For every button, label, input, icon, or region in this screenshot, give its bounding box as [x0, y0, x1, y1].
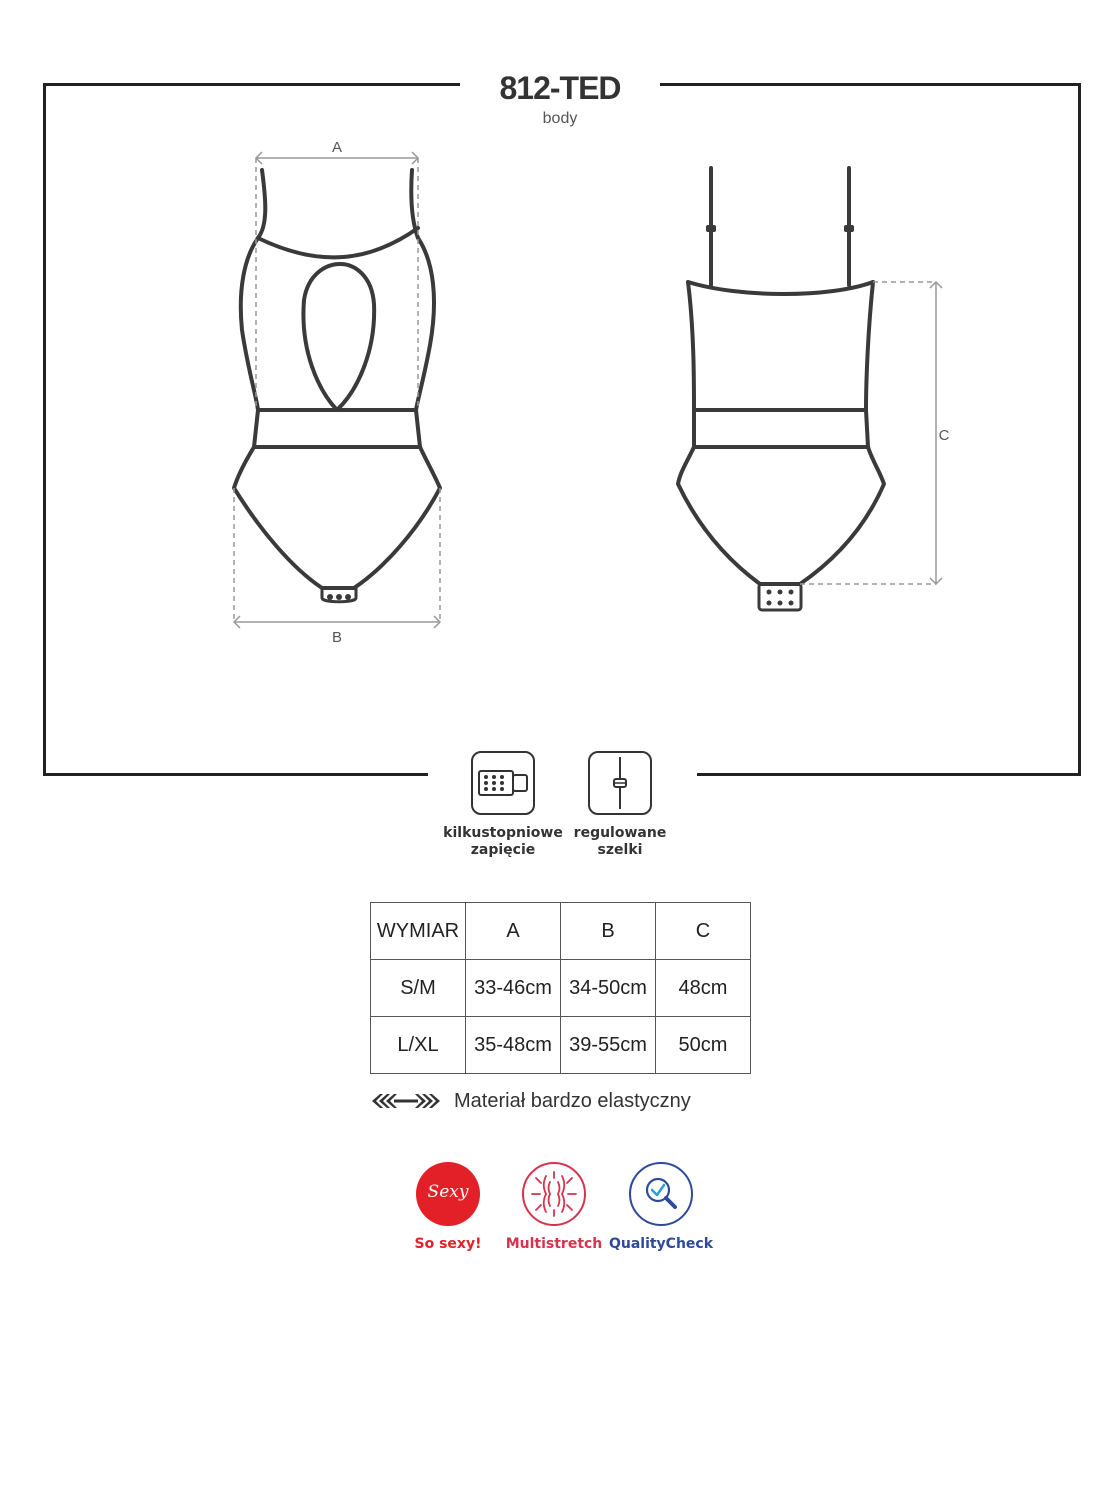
table-cell: S/M [371, 960, 466, 1017]
feature-closure-label: kilkustopniowe zapięcie [443, 825, 563, 858]
badge-sexy-label: So sexy! [414, 1236, 482, 1252]
table-row [371, 1017, 751, 1074]
dimension-a-label: A [331, 139, 343, 156]
feature-straps-label: regulowane szelki [573, 825, 667, 858]
multi-step-closure-icon [471, 751, 535, 815]
stretch-arrows-icon [370, 1091, 442, 1111]
product-code: 812-TED [499, 70, 621, 106]
table-row [371, 960, 751, 1017]
table-cell: 33-46cm [466, 960, 561, 1017]
front-view [234, 170, 440, 602]
stretch-note-text: Materiał bardzo elastyczny [454, 1089, 691, 1112]
feature-straps [550, 751, 690, 859]
product-type: body [542, 110, 578, 127]
dimension-a [256, 152, 418, 410]
badge-multistretch-label: Multistretch [505, 1236, 603, 1252]
stretch-note [370, 1087, 691, 1115]
table-cell: 39-55cm [561, 1017, 656, 1074]
sexy-badge-icon [416, 1162, 480, 1226]
table-header-row [371, 903, 751, 960]
badge-qualitycheck-label: QualityCheck [608, 1236, 714, 1252]
table-header-cell: A [466, 903, 561, 960]
adjustable-straps-icon [588, 751, 652, 815]
badge-multistretch [494, 1162, 614, 1252]
table-cell: 50cm [656, 1017, 751, 1074]
quality-check-icon [629, 1162, 693, 1226]
multistretch-icon [522, 1162, 586, 1226]
dimension-b [234, 488, 440, 628]
table-header-cell: B [561, 903, 656, 960]
table-header-cell: WYMIAR [371, 903, 466, 960]
table-cell: 48cm [656, 960, 751, 1017]
dimension-c-label: C [938, 427, 950, 444]
sexy-badge-text: Sexy [427, 1182, 469, 1202]
table-cell: L/XL [371, 1017, 466, 1074]
size-table [370, 902, 751, 1074]
table-cell: 34-50cm [561, 960, 656, 1017]
badge-qualitycheck [601, 1162, 721, 1252]
table-header-cell: C [656, 903, 751, 960]
badge-sexy [388, 1162, 508, 1252]
dimension-b-label: B [331, 629, 343, 646]
table-cell: 35-48cm [466, 1017, 561, 1074]
